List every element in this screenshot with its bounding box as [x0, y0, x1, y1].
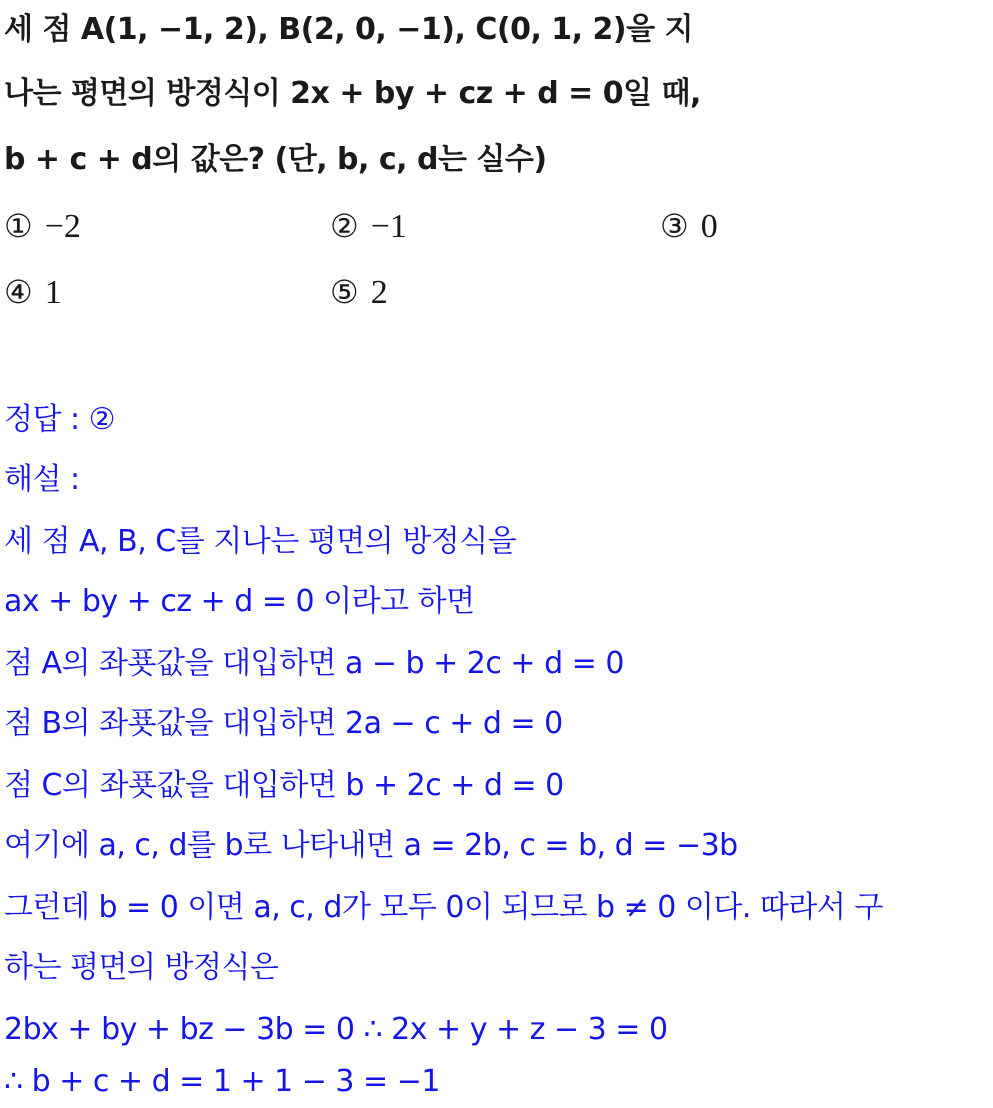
choice-5 [330, 266, 388, 319]
choice-3-mark: ③ [660, 207, 689, 245]
solution-line-7: 그런데 b = 0 이면 a, c, d가 모두 0이 되므로 b ≠ 0 이다. 따라서 구 [4, 890, 883, 925]
choice-4-value: 1 [44, 274, 62, 311]
solution-line-9: 2bx + by + bz − 3b = 0 ∴ 2x + y + z − 3 = 0 [4, 1012, 668, 1047]
choice-1-value: −2 [44, 208, 81, 245]
solution-line-2: ax + by + cz + d = 0 이라고 하면 [4, 584, 475, 619]
question-line-1: 세 점 A(1, −1, 2), B(2, 0, −1), C(0, 1, 2)을 지 [4, 12, 693, 47]
choice-4 [4, 266, 62, 319]
solution-line-1: 세 점 A, B, C를 지나는 평면의 방정식을 [4, 524, 517, 559]
solution-line-5: 점 C의 좌푯값을 대입하면 b + 2c + d = 0 [4, 768, 564, 803]
choices-row-1 [4, 200, 989, 252]
choice-2-mark: ② [330, 207, 359, 245]
choice-2-value: −1 [370, 208, 407, 245]
question-line-2: 나는 평면의 방정식이 2x + by + cz + d = 0일 때, [4, 76, 701, 111]
choice-3 [660, 200, 718, 253]
choice-4-mark: ④ [4, 273, 33, 311]
choices-row-2 [4, 266, 989, 318]
answer-label: 정답 : ② [4, 402, 116, 437]
solution-line-10: ∴ b + c + d = 1 + 1 − 3 = −1 [4, 1064, 440, 1099]
explanation-title: 해설 : [4, 462, 80, 497]
solution-line-8: 하는 평면의 방정식은 [4, 950, 279, 985]
choice-3-value: 0 [700, 208, 718, 245]
solution-line-6: 여기에 a, c, d를 b로 나타내면 a = 2b, c = b, d = −3b [4, 828, 738, 863]
choice-1-mark: ① [4, 207, 33, 245]
solution-line-3: 점 A의 좌푯값을 대입하면 a − b + 2c + d = 0 [4, 646, 624, 681]
choice-5-value: 2 [370, 274, 388, 311]
choice-5-mark: ⑤ [330, 273, 359, 311]
question-line-3: b + c + d의 값은? (단, b, c, d는 실수) [4, 142, 547, 177]
solution-line-4: 점 B의 좌푯값을 대입하면 2a − c + d = 0 [4, 706, 563, 741]
choice-1 [4, 200, 81, 253]
choice-2 [330, 200, 407, 253]
